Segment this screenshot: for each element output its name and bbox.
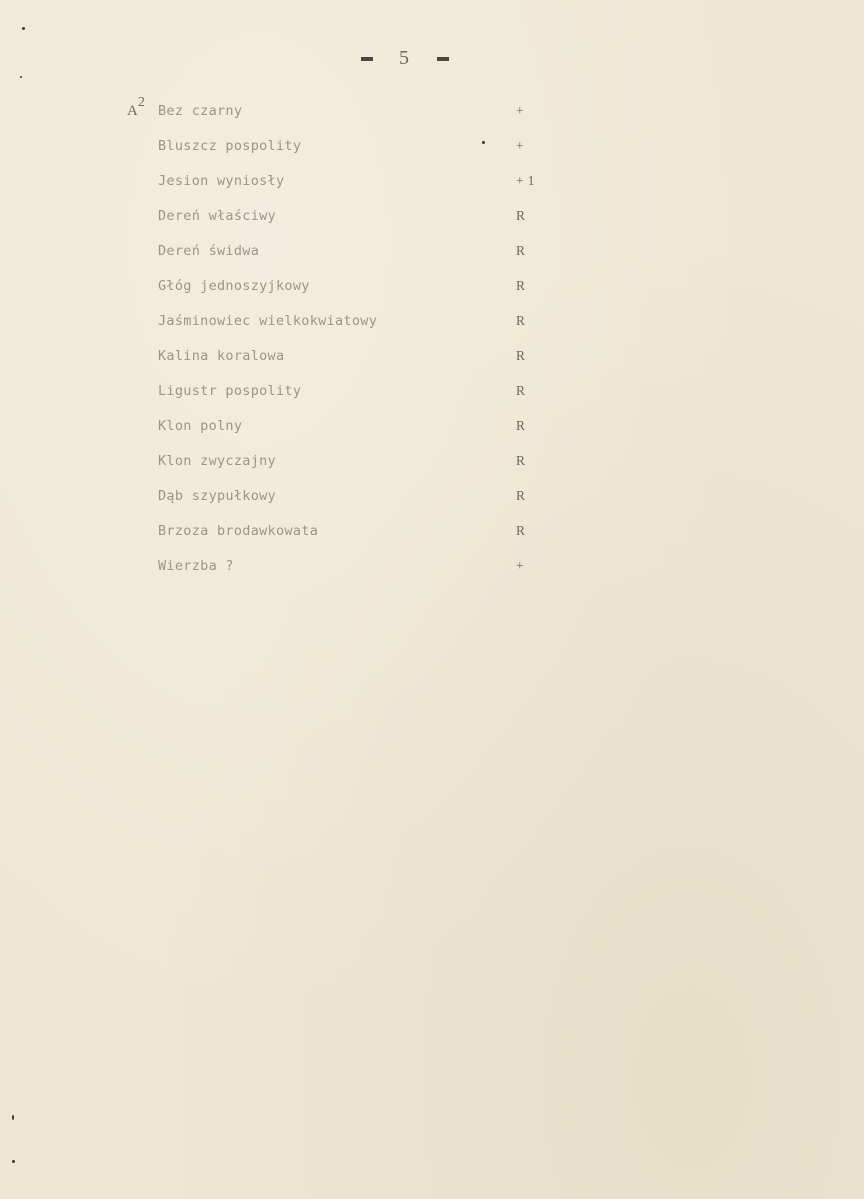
section-letter: A [127,103,138,119]
list-item [158,453,558,488]
species-mark: R [516,243,526,258]
species-mark: R [516,383,526,398]
list-item [158,313,558,348]
list-item [158,138,558,173]
species-name: Klon zwyczajny [158,453,276,469]
list-item [158,488,558,523]
species-name: Dereń właściwy [158,208,276,224]
species-name: Jesion wyniosły [158,173,285,189]
list-item [158,173,558,208]
species-name: Bluszcz pospolity [158,138,302,154]
species-mark: + [516,558,524,573]
page-number [330,47,480,70]
dash-right [437,57,449,61]
page-number-value: 5 [399,47,411,69]
species-mark: R [516,348,526,363]
section-label [127,95,145,120]
list-item [158,383,558,418]
species-mark: R [516,488,526,503]
list-item [158,243,558,278]
paper-speck [20,76,22,78]
species-name: Głóg jednoszyjkowy [158,278,310,294]
list-item [158,348,558,383]
list-item [158,103,558,138]
species-name: Bez czarny [158,103,243,119]
species-mark: R [516,523,526,538]
list-item [158,418,558,453]
section-superscript: 2 [137,95,145,110]
species-mark: + [516,138,524,153]
paper-speck [12,1160,15,1163]
list-item [158,523,558,558]
species-mark: R [516,313,526,328]
paper-speck [12,1115,14,1120]
list-item [158,278,558,313]
species-mark: R [516,418,526,433]
species-name: Dąb szypułkowy [158,488,276,504]
list-item [158,208,558,243]
species-name: Wierzba ? [158,558,234,574]
species-mark: R [516,208,526,223]
species-mark: + [516,103,524,118]
species-mark: + 1 [516,173,535,188]
species-name: Dereń świdwa [158,243,260,259]
species-name: Brzoza brodawkowata [158,523,319,539]
species-list [158,103,558,593]
species-name: Kalina koralowa [158,348,285,364]
list-item [158,558,558,593]
paper-speck [482,141,485,144]
paper-speck [22,27,25,30]
dash-left [361,57,373,61]
species-mark: R [516,453,526,468]
species-mark: R [516,278,526,293]
species-name: Klon polny [158,418,243,434]
species-name: Ligustr pospolity [158,383,302,399]
species-name: Jaśminowiec wielkokwiatowy [158,313,378,329]
